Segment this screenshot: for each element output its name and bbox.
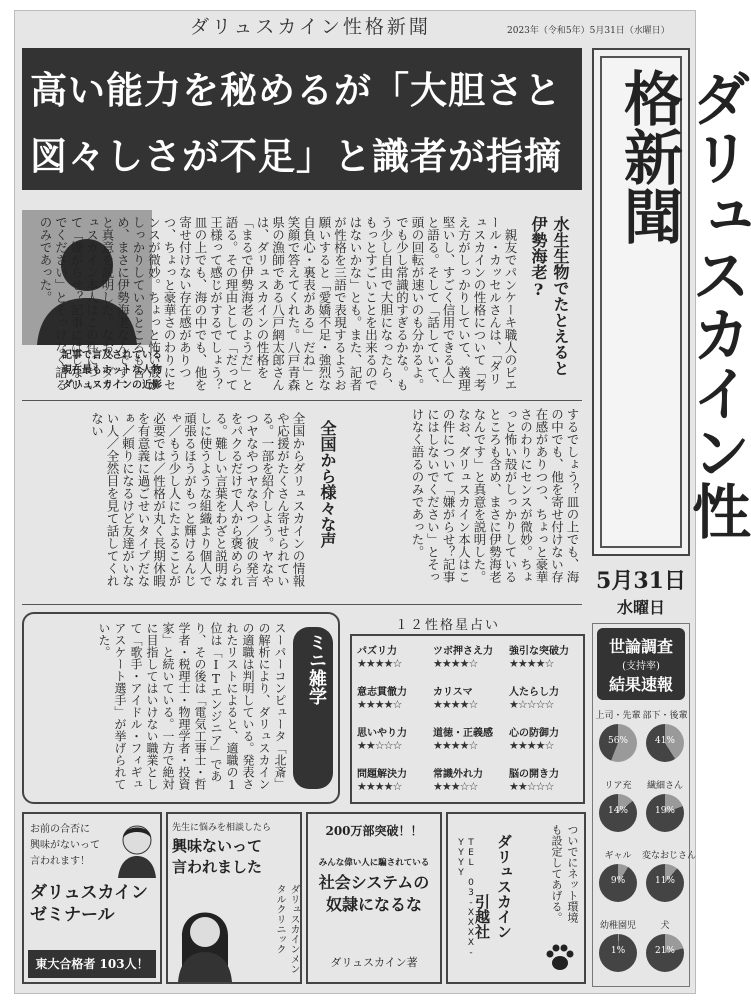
article2-subhead: 全国から様々な声: [318, 420, 337, 548]
star-item-name: 人たらし力: [509, 687, 559, 698]
trivia-text: スーパーコンピュータ「北斎」の解析により、ダリュスカインの適職は判明している。発表されたリストによると、適職の1位は「ITエンジニア」であり、その後は「電気工事士・哲学者・税理士・物理学者・投資家」と続いている。一方で絶対に目指してはいけない職業として「歌手・アイドル・フィギュアスケート選手」が挙げられていた。: [97, 622, 287, 792]
poll-pie: [599, 794, 637, 832]
column-weekday: 水曜日: [616, 598, 665, 617]
clinic-ad-name: ダリュスカインメンタルクリニック: [274, 884, 299, 974]
moving-ad-company: 引越社: [473, 894, 491, 939]
star-item-name: 常識外れ力: [433, 769, 483, 780]
star-item: [433, 765, 507, 793]
poll-header: [597, 628, 685, 700]
stars-box: [350, 634, 585, 804]
poll-item-label: 変なおじさん: [642, 851, 697, 861]
paw-icon: [544, 942, 576, 972]
seminar-ad-title-line: ダリュスカイン: [30, 883, 148, 903]
seminar-ad-lead: [30, 822, 100, 870]
trivia-label: ミニ雑学: [306, 633, 327, 705]
book-ad-title-line: 社会システムの: [318, 873, 430, 892]
divider: [22, 400, 582, 401]
star-item-name: 強引な突破力: [509, 646, 569, 657]
star-item: [357, 683, 431, 711]
issue-date: 2023年（令和5年）5月31日（水曜日）: [507, 26, 670, 36]
poll-item-label: 幼稚園児: [599, 921, 636, 931]
poll-pie: [599, 724, 637, 762]
stars-title: １２性格星占い: [395, 618, 501, 633]
star-item-name: 問題解決力: [357, 769, 407, 780]
headline-box: [22, 48, 582, 190]
star-rating: ★★★★☆: [433, 739, 478, 752]
star-item: [509, 724, 583, 752]
book-ad-title-line: 奴隷になるな: [325, 895, 422, 914]
star-rating: ★★★☆☆: [433, 780, 478, 793]
clinic-ad-title-line: 言われました: [172, 858, 263, 876]
article1-subhead: 水生生物でたとえると伊勢海老?: [529, 216, 570, 376]
poll-pie-value: 11%: [654, 876, 675, 886]
poll-pie-value: 19%: [654, 806, 675, 816]
caption-line: 記事で言及されている: [62, 350, 162, 361]
star-item-name: ツボ押さえ力: [433, 646, 493, 657]
star-rating: ★★★★☆: [433, 657, 478, 670]
book-ad-lead: みんな偉い人に騙されている: [318, 858, 430, 868]
divider: [22, 604, 582, 605]
star-item: [433, 683, 507, 711]
poll-result-label: 結果速報: [608, 675, 673, 694]
star-item: [357, 642, 431, 670]
clinic-ad-title-line: 興味ないって: [172, 837, 263, 855]
name-column-frame: [600, 56, 751, 548]
seminar-ad-badge: 東大合格者 103人！: [28, 950, 156, 978]
star-item: [357, 765, 431, 793]
man-portrait-icon: [116, 820, 158, 878]
article1-body-bottom: [260, 408, 580, 588]
star-rating: ★★★★☆: [433, 698, 478, 711]
star-item: [509, 642, 583, 670]
star-item-name: 道徳・正義感: [433, 728, 493, 739]
poll-title: 世論調査: [608, 637, 673, 656]
star-item-name: 意志貫徹力: [357, 687, 407, 698]
woman-portrait-icon: [174, 898, 236, 982]
poll-pie: [646, 794, 684, 832]
poll-pie-value: 21%: [654, 946, 675, 956]
star-item: [433, 642, 507, 670]
seminar-ad-title: [30, 882, 148, 926]
moving-ad-name: ダリュスカイン: [495, 834, 513, 939]
column-date: 5月31日: [596, 568, 686, 594]
star-item-name: 脳の開き力: [509, 769, 559, 780]
caption-line: 現在最もホットな人物: [62, 365, 162, 376]
caption-line: ダリュスカインの近影: [62, 380, 162, 391]
poll-pie: [646, 724, 684, 762]
star-rating: ★★★★☆: [357, 657, 402, 670]
book-ad-author: ダリュスカイン著: [330, 956, 418, 969]
star-rating: ★★★★☆: [357, 780, 402, 793]
seminar-ad-line: 言われます！: [30, 856, 90, 867]
moving-ad-lead: ついでにネット環境も設定してあげる。: [550, 824, 579, 923]
moving-ad: [446, 812, 586, 984]
headline-line2: 図々しさが不足」と識者が指摘: [30, 134, 562, 178]
star-item-name: カリスマ: [433, 687, 473, 698]
masthead-title: ダリュスカイン性格新聞: [190, 16, 431, 38]
headline-line1: 高い能力を秘めるが「大胆さと: [30, 68, 562, 112]
trivia-label-badge: [293, 627, 333, 789]
article1-body-top: 親友でパンケーキ職人のピエール・カッセルさんは、「ダリュスカインの性格について「考え方がしっかりしていて、義理堅いし、すごく信用できる人」と語る。そして「話していて、頭の回転が速いのも分かるよ。でも少し常識的すぎるかな。もう少し自由で大胆になったら、もっとすごいことを出来るのではないかな」とも。また、記者が性格を三語で表現するようお願いすると「愛嬌不足・強烈な自負心・裏表がある」だね」と笑顔で答えてくれた。八戸青森県の漁師である八戸網太郎さんは、ダリュスカインの性格を「まるで伊勢海老のようだ」と語る。その理由として「だって王様って感じがするでしょう？皿の上でも、海の中でも、他を寄せ付けない存在感がありつつ、ちょっと豪華さのわりにセンスが微妙。ちょっと怖い殻がしっかりしているところも含め、まさに伊勢海老なんです」と真意を説明した。なお、ダリュスカイン本人はこの件について「嫌がらせ？記事にはしないでください」とそっけなく語るのみであった。: [38, 216, 518, 391]
article1-continuation: するでしょう？皿の上でも、海の中でも、他を寄せ付けない存在感がありつつ、ちょっと豪華さのわりにセンスが微妙。ちょっと怖い殻がしっかりしているところも含め、まさに伊勢海老なんです」と真意を説明した。なお、ダリュスカイン本人はこの件について「嫌がらせ？記事にはしないでください」とそっけなく語るのみであった。: [410, 408, 580, 583]
seminar-ad-title-line: ゼミナール: [30, 905, 115, 925]
poll-pie-value: 14%: [607, 806, 628, 816]
newspaper-name-column: [592, 48, 751, 556]
star-rating: ★★★★☆: [357, 698, 402, 711]
star-item-name: 心の防御力: [509, 728, 559, 739]
poll-pie: [646, 934, 684, 972]
poll-item-label: リア充: [604, 781, 632, 791]
poll-pie: [599, 934, 637, 972]
star-item: [509, 765, 583, 793]
seminar-ad-line: 興味がないって: [30, 840, 100, 851]
moving-ad-tel: TEL 03-XXXX-YYYY: [456, 838, 476, 958]
star-item-name: パズリ力: [357, 646, 397, 657]
poll-pie-value: 1%: [610, 946, 626, 956]
clinic-ad-lead: 先生に悩みを相談したら: [172, 823, 272, 833]
clinic-ad-title: [172, 836, 262, 878]
poll-box: [592, 623, 697, 987]
book-ad-title: [308, 872, 440, 916]
seminar-ad: [22, 812, 162, 984]
poll-pie-value: 56%: [607, 736, 628, 746]
poll-pie: [599, 864, 637, 902]
star-rating: ★★☆☆☆: [509, 780, 554, 793]
star-rating: ★☆☆☆☆: [509, 698, 554, 711]
seminar-ad-line: お前の合否に: [30, 824, 90, 835]
star-item: [433, 724, 507, 752]
poll-item-label: 上司・先輩: [595, 711, 641, 721]
star-item: [509, 683, 583, 711]
book-ad: [306, 812, 442, 984]
poll-pie: [646, 864, 684, 902]
star-rating: ★★☆☆☆: [357, 739, 402, 752]
poll-subtitle: (支持率): [622, 661, 660, 672]
star-item: [357, 724, 431, 752]
poll-item-label: 繊細さん: [646, 781, 683, 791]
star-item-name: 思いやり力: [357, 728, 407, 739]
newspaper-name: ダリュスカイン性格新聞: [614, 68, 751, 540]
article2-body: 全国からダリュスカインの情報や応援がたくさん寄せられている。一部を紹介しよう。ヤなやつヤなやつヤなやつ／彼の発言をパクるだけで人から褒められる。難しい言葉をわざと説明なしに使うような組織より個人で頑張るほうがもっと輝けるんじゃ／もう少し人にたよることが必要では／性格が丸く長期休暇を有意義に過ごせいタイプだなぁ／頼りになるけど友達がいない人／全然目を見て話してくれない: [89, 412, 306, 587]
book-ad-headline: 200万部突破！！: [325, 824, 423, 838]
poll-item-label: ギャル: [604, 851, 632, 861]
star-rating: ★★★★☆: [509, 739, 554, 752]
star-rating: ★★★★☆: [509, 657, 554, 670]
poll-item-label: 部下・後輩: [642, 711, 688, 721]
poll-pie-value: 9%: [610, 876, 626, 886]
clinic-ad: [166, 812, 302, 984]
poll-item-label: 犬: [660, 921, 670, 931]
poll-pie-value: 41%: [654, 736, 675, 746]
